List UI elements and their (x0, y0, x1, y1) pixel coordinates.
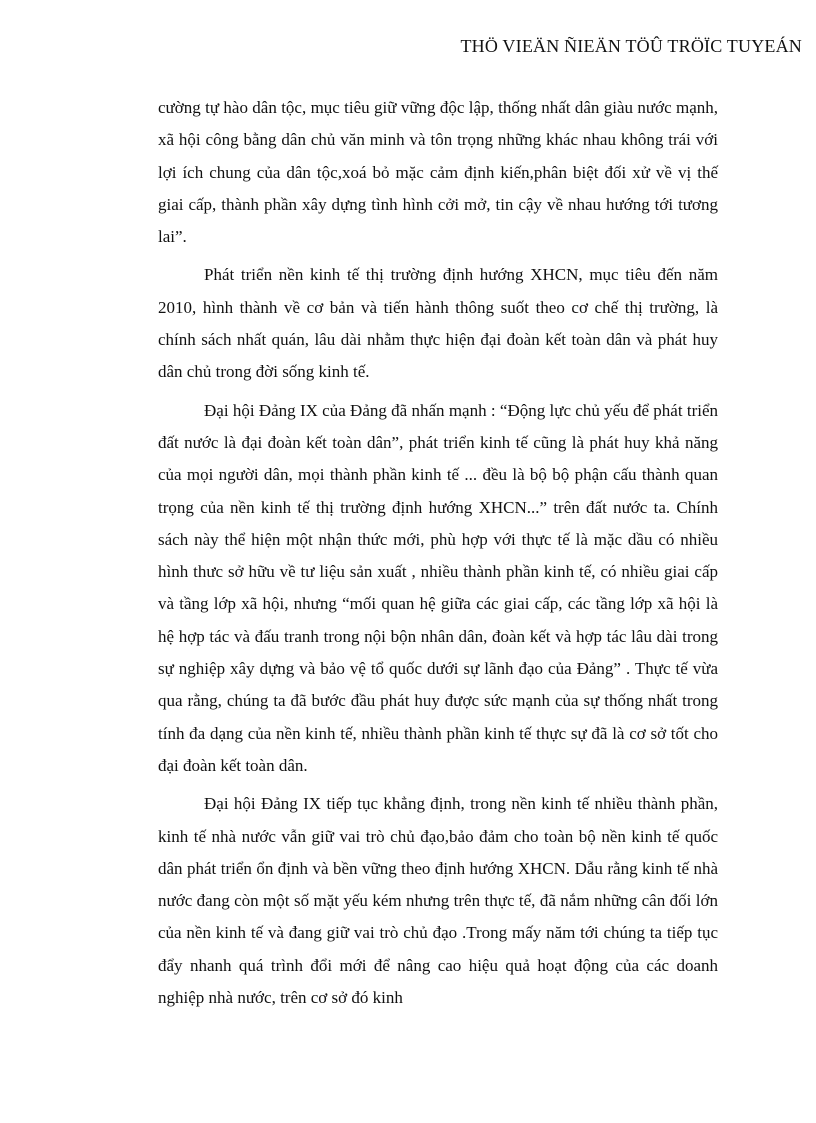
page-header: THÖ VIEÄN ÑIEÄN TÖÛ TRÖÏC TUYEÁN (460, 36, 802, 56)
paragraph-continued: cường tự hào dân tộc, mục tiêu giữ vững độc lập, thống nhất dân giàu nước mạnh, xã hội công bằng dân chủ văn minh và tôn trọng những khác nhau không trái với lợi ích chung của dân tộc,xoá bỏ mặc cảm định kiến,phân biệt đối xử về vị thế giai cấp, thành phần xây dựng tình hình cởi mở, tin cậy về nhau hướng tới tương lai”. (158, 98, 718, 247)
paragraph-market-economy: Phát triển nền kinh tế thị trường định hướng XHCN, mục tiêu đến năm 2010, hình thành về cơ bản và tiến hành thông suốt theo cơ chế thị trường, là chính sách nhất quán, lâu dài nhằm thực hiện đại đoàn kết toàn dân và phát huy dân chủ trong đời sống kinh tế. (158, 265, 718, 382)
paragraph-congress-ix-unity: Đại hội Đảng IX của Đảng đã nhấn mạnh : “Động lực chủ yếu để phát triển đất nước là đại đoàn kết toàn dân”, phát triển kinh tế cũng là phát huy khả năng của mọi người dân, mọi thành phần kinh tế ... đều là bộ bộ phận cấu thành quan trọng của nền kinh tế thị trường định hướng XHCN...” trên đất nước ta. Chính sách này thể hiện một nhận thức mới, phù hợp với thực tế là mặc dầu có nhiều hình thưc sở hữu về tư liệu sản xuất , nhiều thành phần kinh tế, có nhiều giai cấp và tầng lớp xã hội, nhưng “mối quan hệ giữa các giai cấp, các tầng lớp xã hội là hệ hợp tác và đấu tranh trong nội bộn nhân dân, đoàn kết và hợp tác lâu dài trong sự nghiệp xây dựng và bảo vệ tổ quốc dưới sự lãnh đạo của Đảng” . Thực tế vừa qua rằng, chúng ta đã bước đầu phát huy được sức mạnh của sự thống nhất trong tính đa dạng của nền kinh tế, nhiều thành phần kinh tế thực sự đã là cơ sở tốt cho đại đoàn kết toàn dân. (158, 400, 718, 775)
document-body (158, 92, 718, 1020)
paragraph-state-economy: Đại hội Đảng IX tiếp tục khẳng định, trong nền kinh tế nhiều thành phần, kinh tế nhà nước vẫn giữ vai trò chủ đạo,bảo đảm cho toàn bộ nền kinh tế quốc dân phát triển ổn định và bền vững theo định hướng XHCN. Dẫu rằng kinh tế nhà nước đang còn một số mặt yếu kém nhưng trên thực tế, đã nắm những cân đối lớn của nền kinh tế và đang giữ vai trò chủ đạo .Trong mấy năm tới chúng ta tiếp tục đẩy nhanh quá trình đổi mới để nâng cao hiệu quả hoạt động của các doanh nghiệp nhà nước, trên cơ sở đó kinh (158, 794, 718, 1008)
